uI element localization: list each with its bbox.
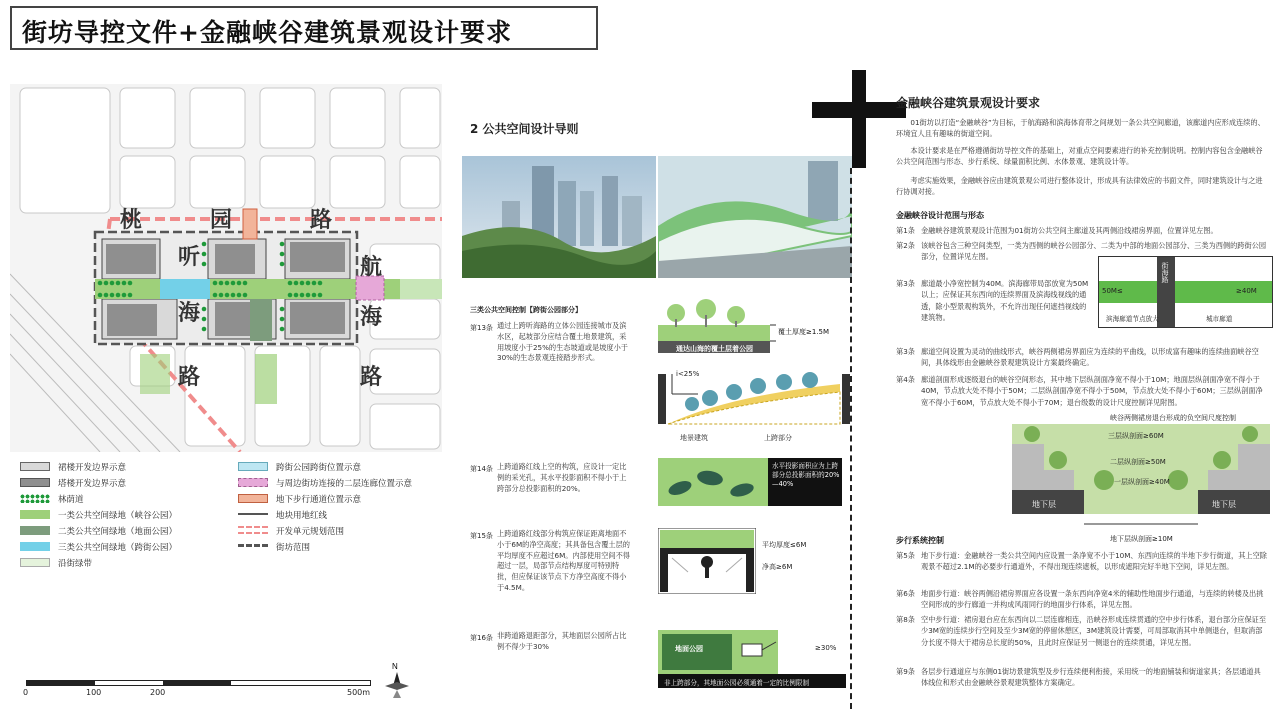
article-label: 第14条 bbox=[470, 465, 493, 473]
render-photo-1 bbox=[462, 156, 656, 278]
article-label: 第13条 bbox=[470, 324, 493, 332]
svg-text:N: N bbox=[392, 662, 398, 671]
diagram1-label: 通达山海的覆土层着公园 bbox=[676, 345, 753, 353]
article-16-text: 非跨道路退距部分，其地面层公园所占比例不得少于30% bbox=[497, 631, 627, 651]
legend-swatch bbox=[238, 462, 268, 471]
legend-swatch bbox=[20, 478, 50, 487]
road-label: 海 bbox=[178, 300, 201, 325]
article-label: 第5条 bbox=[896, 551, 915, 560]
article-6-text: 地面步行道：峡谷两侧沿裙房界面应各设置一条东西向净宽4米的辅助性地面步行通道，与连续的转楼及出挑空间形成的步行廊道一并构成风雨同行的地面步行体系，详见左图。 bbox=[921, 589, 1264, 610]
road-label: 航 bbox=[360, 254, 383, 279]
article-4-text: 廊道剖面形成逐级退台的峡谷空间形态，其中地下层纵剖面净宽不得小于10M；地面层纵剖面净宽不得小于40M，节点放大处不得小于50M；二层纵剖面净宽不得小于50M，节点放大处不得小于60M；三层纵剖面净宽不得小于60M，节点放大处不得小于70M；退台级数的设计尺度控制详见附图。 bbox=[921, 375, 1263, 407]
scale-tick: 200 bbox=[150, 688, 166, 697]
legend-label: 三类公共空间绿地（跨街公园） bbox=[58, 543, 178, 553]
legend-swatch bbox=[238, 513, 268, 515]
scale-tick: 100 bbox=[86, 688, 102, 697]
section-underground-left: 地下层 bbox=[1032, 500, 1056, 509]
legend-label: 二类公共空间绿地（地面公园） bbox=[58, 527, 178, 537]
diagram3-caption: 水平投影面积应为上跨部分总投影面积的20%—40% bbox=[772, 462, 840, 488]
road-label: 听 bbox=[178, 244, 201, 269]
legend-label: 一类公共空间绿地（峡谷公园） bbox=[58, 511, 178, 521]
diagram-clearance bbox=[658, 528, 756, 594]
road-label: 路 bbox=[310, 207, 333, 232]
diagram2-right: 上跨部分 bbox=[764, 434, 792, 442]
intro-paragraph-1: 01街坊以打造“金融峡谷”为目标，于航海路和滨海体育带之间规划一条公共空间廊道，该廊道内应形成连续的、环境宜人且有趣味的街道空间。 bbox=[896, 118, 1265, 139]
diagram-right-caption: 城市廊道 bbox=[1206, 315, 1233, 323]
legend-label: 塔楼开发边界示意 bbox=[58, 479, 127, 489]
legend-swatch bbox=[20, 526, 50, 535]
page-title: 街坊导控文件+金融峡谷建筑景观设计要求 bbox=[22, 18, 512, 47]
article-15-text: 上跨道路红线部分构筑应保证距离地面不小于6M的净空高度；其具备包含覆土层的平均厚度不应超过6M。内部使用空间不得超过一层，局部节点结构厚度可特别特批，但应保证该节点下方净空高度不得小于4.5M。 bbox=[497, 529, 630, 592]
diagram4-thickness: 平均厚度≤6M bbox=[762, 541, 807, 549]
article-label: 第16条 bbox=[470, 634, 493, 642]
article-label: 第3条 bbox=[896, 279, 915, 288]
diagram-left-caption: 滨海廊道节点放大 bbox=[1106, 315, 1159, 323]
article-label: 第15条 bbox=[470, 532, 493, 540]
legend-label: 地下步行通道位置示意 bbox=[276, 495, 362, 505]
diagram2-slope: i<25% bbox=[676, 370, 700, 378]
diagram5-pct: ≥30% bbox=[815, 644, 837, 652]
right-heading: 金融峡谷建筑景观设计要求 bbox=[896, 96, 1041, 110]
middle-heading: 2 公共空间设计导则 bbox=[470, 122, 579, 136]
legend-swatch bbox=[20, 462, 50, 471]
road-label: 路 bbox=[178, 364, 201, 389]
diagram-width-40: ≥40M bbox=[1236, 287, 1257, 295]
section-title: 三类公共空间控制【跨街公园部分】 bbox=[470, 306, 582, 314]
section-level-2: 二层纵剖面≥50M bbox=[1110, 458, 1166, 466]
legend-swatch bbox=[238, 478, 268, 487]
diagram1-caption: 覆土厚度≥1.5M bbox=[778, 328, 830, 336]
legend-swatch bbox=[20, 494, 50, 503]
diagram5-park: 地面公园 bbox=[675, 645, 703, 653]
legend-label: 裙楼开发边界示意 bbox=[58, 463, 127, 473]
road-label: 路 bbox=[360, 364, 383, 389]
render-photo-2 bbox=[658, 156, 852, 278]
legend-swatch bbox=[20, 558, 50, 567]
article-label: 第6条 bbox=[896, 589, 915, 598]
article-label: 第9条 bbox=[896, 667, 915, 676]
scale-bar bbox=[26, 680, 371, 686]
plus-icon bbox=[812, 102, 906, 118]
road-label: 海 bbox=[360, 304, 383, 329]
section-level-1: 一层纵剖面≥40M bbox=[1114, 478, 1170, 486]
diagram-skylight bbox=[658, 458, 768, 506]
intro-paragraph-3: 考虑实施效果，金融峡谷应由建筑景观公司进行整体设计，形成具有法律效应的书面文件，同时建筑设计与之进行协调对接。 bbox=[896, 176, 1263, 197]
section-level-3: 三层纵剖面≥60M bbox=[1108, 432, 1164, 440]
article-label: 第3条 bbox=[896, 347, 915, 356]
legend-label: 开发单元规划范围 bbox=[276, 527, 345, 537]
article-8-text: 空中步行道：裙房退台应在东西向以二层连廊相连，沿峡谷形成连续贯通的空中步行体系，退台部分应保证至少3M宽的连续步行空间及至少3M宽的停留休憩区，3M建筑设计需要，可局部取消其中单侧退台，但取消部分长度不得大于裙房总长度的50%，且此时应保证另一侧退台的连续贯通，详见左图。 bbox=[921, 615, 1267, 647]
legend-label: 街坊范围 bbox=[276, 543, 311, 553]
section-diagram-title: 峡谷两侧裙房退台形成的负空间尺度控制 bbox=[1110, 414, 1236, 422]
article-label: 第4条 bbox=[896, 375, 915, 384]
road-label: 桃 bbox=[120, 207, 143, 232]
legend-label: 跨街公园跨街位置示意 bbox=[276, 463, 362, 473]
article-14-text: 上跨道路红线上空的构筑，应设计一定比例的采光孔，其水平投影面积不得小于上跨部分总投影面积的20%。 bbox=[497, 462, 627, 493]
scale-tick: 0 bbox=[23, 688, 29, 697]
article-label: 第2条 bbox=[896, 241, 915, 250]
legend-swatch bbox=[238, 544, 268, 547]
legend-label: 沿街绿带 bbox=[58, 559, 93, 569]
legend-label: 与周边街坊连接的二层连廊位置示意 bbox=[276, 479, 413, 489]
section-underground-right: 地下层 bbox=[1212, 500, 1236, 509]
article-label: 第8条 bbox=[896, 615, 915, 624]
diagram2-left: 地景建筑 bbox=[680, 434, 708, 442]
north-arrow-icon bbox=[380, 660, 414, 700]
legend-swatch bbox=[238, 494, 268, 503]
legend-swatch bbox=[238, 526, 268, 534]
legend-swatch bbox=[20, 510, 50, 519]
legend-label: 林荫道 bbox=[58, 495, 84, 505]
column-divider bbox=[850, 168, 852, 709]
section-underground-width: 地下层纵剖面≥10M bbox=[1110, 535, 1173, 543]
diagram-width-50: 50M≤ bbox=[1102, 287, 1123, 295]
diagram5-caption: 非上跨部分，其地面公园必须通着一定的比例限制 bbox=[664, 679, 810, 687]
plus-icon bbox=[852, 70, 866, 168]
diagram-road-label: 街海路 bbox=[1161, 262, 1169, 283]
scale-tick: 500m bbox=[347, 688, 371, 697]
site-plan-map bbox=[10, 84, 442, 452]
article-3b-text: 廊道空间设置为灵动的曲线形式，峡谷两侧裙房界面应为连续的平曲线，以形成富有趣味的连续曲面峡谷空间，具体线形由金融峡谷景观建筑设计方案最终确定。 bbox=[921, 347, 1259, 368]
legend-swatch bbox=[20, 542, 50, 551]
diagram4-clearance: 净高≥6M bbox=[762, 563, 793, 571]
section-title: 金融峡谷设计范围与形态 bbox=[896, 211, 984, 220]
section-title: 步行系统控制 bbox=[896, 536, 944, 545]
article-13-text: 通过上跨听海路的立体公园连接城市及滨水区，起坡部分应结合覆土地景建筑，采用坡度小于25%的生态坡道或是坡度小于30%的生态景观连接踏步形式。 bbox=[497, 321, 628, 363]
article-5-text: 地下步行道：金融峡谷一类公共空间内应设置一条净宽不小于10M、东西向连续的半地下步行街道，其上空除观景不超过2.1M的必要步行通道外，不得出现连续遮板，以形成遮阳完好半地下空间，详见左图。 bbox=[921, 551, 1267, 572]
intro-paragraph-2: 本设计要求是在严格遵循街坊导控文件的基础上，对重点空间要素进行的补充控制说明。控制内容包含金融峡谷公共空间范围与形态、步行系统、绿量面积比例、水体景观、建筑设计等。 bbox=[896, 146, 1263, 167]
legend-label: 地块用地红线 bbox=[276, 511, 328, 521]
legend bbox=[20, 460, 440, 580]
road-label: 园 bbox=[210, 207, 233, 232]
article-3-text: 廊道最小净宽控制为40M。滨海廊带局部放宽为50M以上；应保证其东西向的连续界面及滨海线视线的通透，除小型景观构筑外，不允许出现任何遮挡视线的建筑物。 bbox=[921, 279, 1089, 323]
article-9-text: 各层步行通道应与东侧01街坊景建筑型及步行连续便利衔接，采用统一的地面铺装和街道家具；各层通道具体线位和形式由金融峡谷景观建筑整体方案确定。 bbox=[921, 667, 1261, 688]
article-1-text: 金融峡谷建筑景观设计范围为01街坊公共空间主廊道及其两侧沿线裙房界面，位置详见左图。 bbox=[921, 226, 1218, 235]
page-title-box bbox=[10, 6, 598, 50]
article-label: 第1条 bbox=[896, 226, 915, 235]
article-2-text: 该峡谷包含三种空间类型，一类为西侧的峡谷公园部分、二类为中部的地面公园部分、三类为西侧的跨街公园部分，位置详见左图。 bbox=[921, 241, 1267, 262]
